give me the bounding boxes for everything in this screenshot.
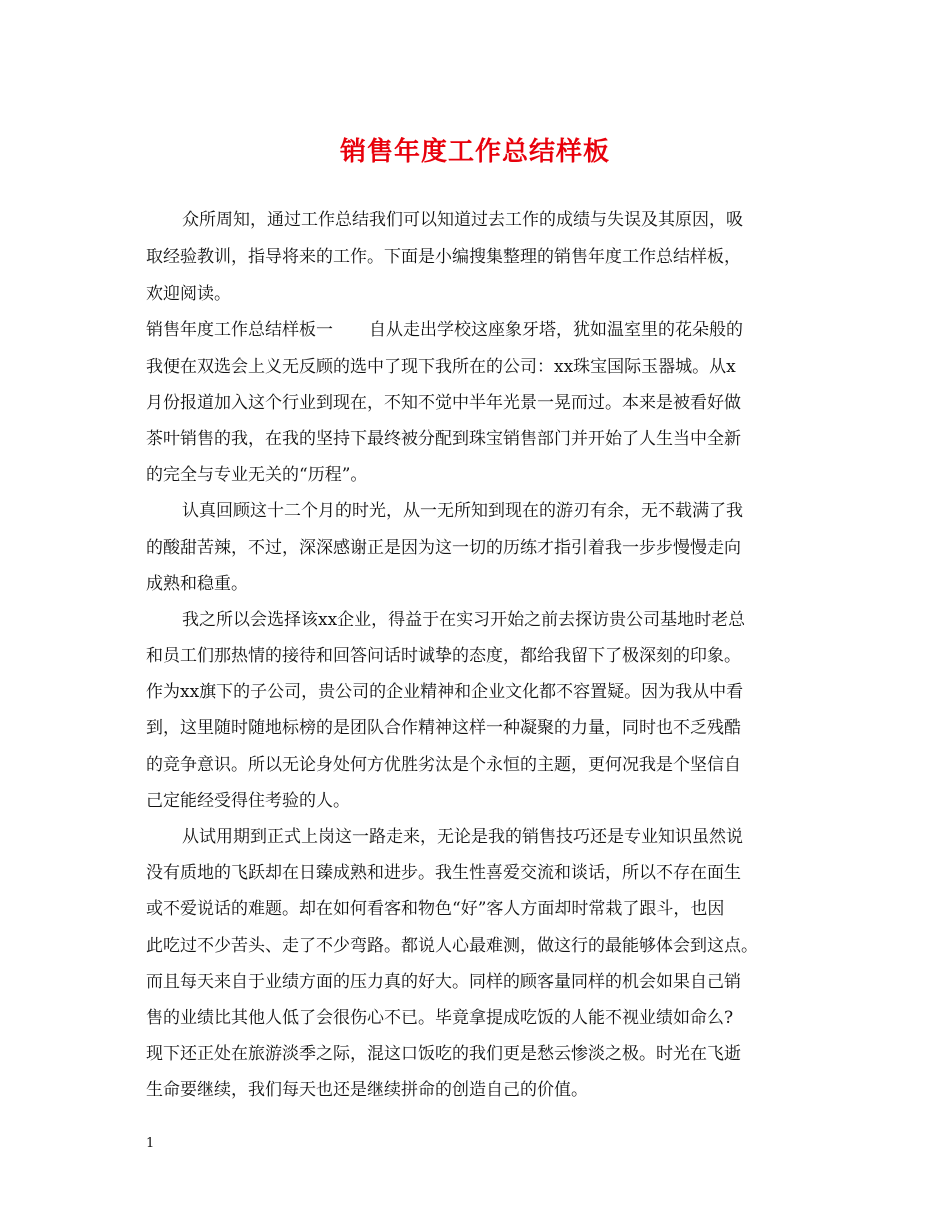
paragraph-line: 的酸甜苦辣，不过，深深感谢正是因为这一切的历练才指引着我一步步慢慢走向 [146, 538, 741, 558]
paragraph-line: 生命要继续，我们每天也还是继续拼命的创造自己的价值。 [146, 1080, 588, 1100]
paragraph-line: 成熟和稳重。 [146, 574, 248, 594]
paragraph-line: 到，这里随时随地标榜的是团队合作精神这样一种凝聚的力量，同时也不乏残酷 [146, 718, 741, 738]
paragraph-line: 售的业绩比其他人低了会很伤心不已。毕竟拿提成吃饭的人能不视业绩如命么? [146, 1008, 734, 1028]
paragraph-line-with-heading [146, 318, 806, 342]
paragraph-line: 的竞争意识。所以无论身处何方优胜劣汰是个永恒的主题，更何况我是个坚信自 [146, 755, 741, 775]
paragraph-line: 众所周知，通过工作总结我们可以知道过去工作的成绩与失误及其原因，吸 [182, 210, 743, 230]
paragraph-line: 而且每天来自于业绩方面的压力真的好大。同样的顾客量同样的机会如果自己销 [146, 972, 741, 992]
paragraph-line: 我之所以会选择该xx企业，得益于在实习开始之前去探访贵公司基地时老总 [182, 610, 746, 630]
paragraph-line: 作为xx旗下的子公司，贵公司的企业精神和企业文化都不容置疑。因为我从中看 [146, 682, 744, 702]
document-title: 销售年度工作总结样板 [339, 137, 610, 167]
paragraph-line: 认真回顾这十二个月的时光，从一无所知到现在的游刃有余，无不载满了我 [182, 501, 743, 521]
paragraph-line: 和员工们那热情的接待和回答问话时诚挚的态度，都给我留下了极深刻的印象。 [146, 646, 741, 666]
section-heading: 销售年度工作总结样板一 [146, 320, 333, 340]
paragraph-line: 茶叶销售的我，在我的坚持下最终被分配到珠宝销售部门并开始了人生当中全新 [146, 429, 741, 449]
paragraph-line: 月份报道加入这个行业到现在，不知不觉中半年光景一晃而过。本来是被看好做 [146, 393, 741, 413]
paragraph-line: 现下还正处在旅游淡季之际，混这口饭吃的我们更是愁云惨淡之极。时光在飞逝 [146, 1044, 741, 1064]
page-number: 1 [146, 1136, 155, 1151]
paragraph-line: 没有质地的飞跃却在日臻成熟和进步。我生性喜爱交流和谈话，所以不存在面生 [146, 863, 741, 883]
paragraph-text: 自从走出学校这座象牙塔，犹如温室里的花朵般的 [369, 320, 743, 340]
paragraph-line: 己定能经受得住考验的人。 [146, 791, 350, 811]
paragraph-line: 此吃过不少苦头、走了不少弯路。都说人心最难测，做这行的最能够体会到这点。 [146, 936, 758, 956]
paragraph-line: 的完全与专业无关的“历程”。 [146, 465, 368, 485]
paragraph-line: 从试用期到正式上岗这一路走来，无论是我的销售技巧还是专业知识虽然说 [182, 827, 743, 847]
paragraph-line: 我便在双选会上义无反顾的选中了现下我所在的公司：xx珠宝国际玉器城。从x [146, 357, 736, 377]
paragraph-line: 或不爱说话的难题。却在如何看客和物色“好”客人方面却时常栽了跟斗，也因 [146, 899, 725, 919]
paragraph-line: 欢迎阅读。 [146, 284, 231, 304]
paragraph-line: 取经验教训，指导将来的工作。下面是小编搜集整理的销售年度工作总结样板， [146, 247, 741, 267]
